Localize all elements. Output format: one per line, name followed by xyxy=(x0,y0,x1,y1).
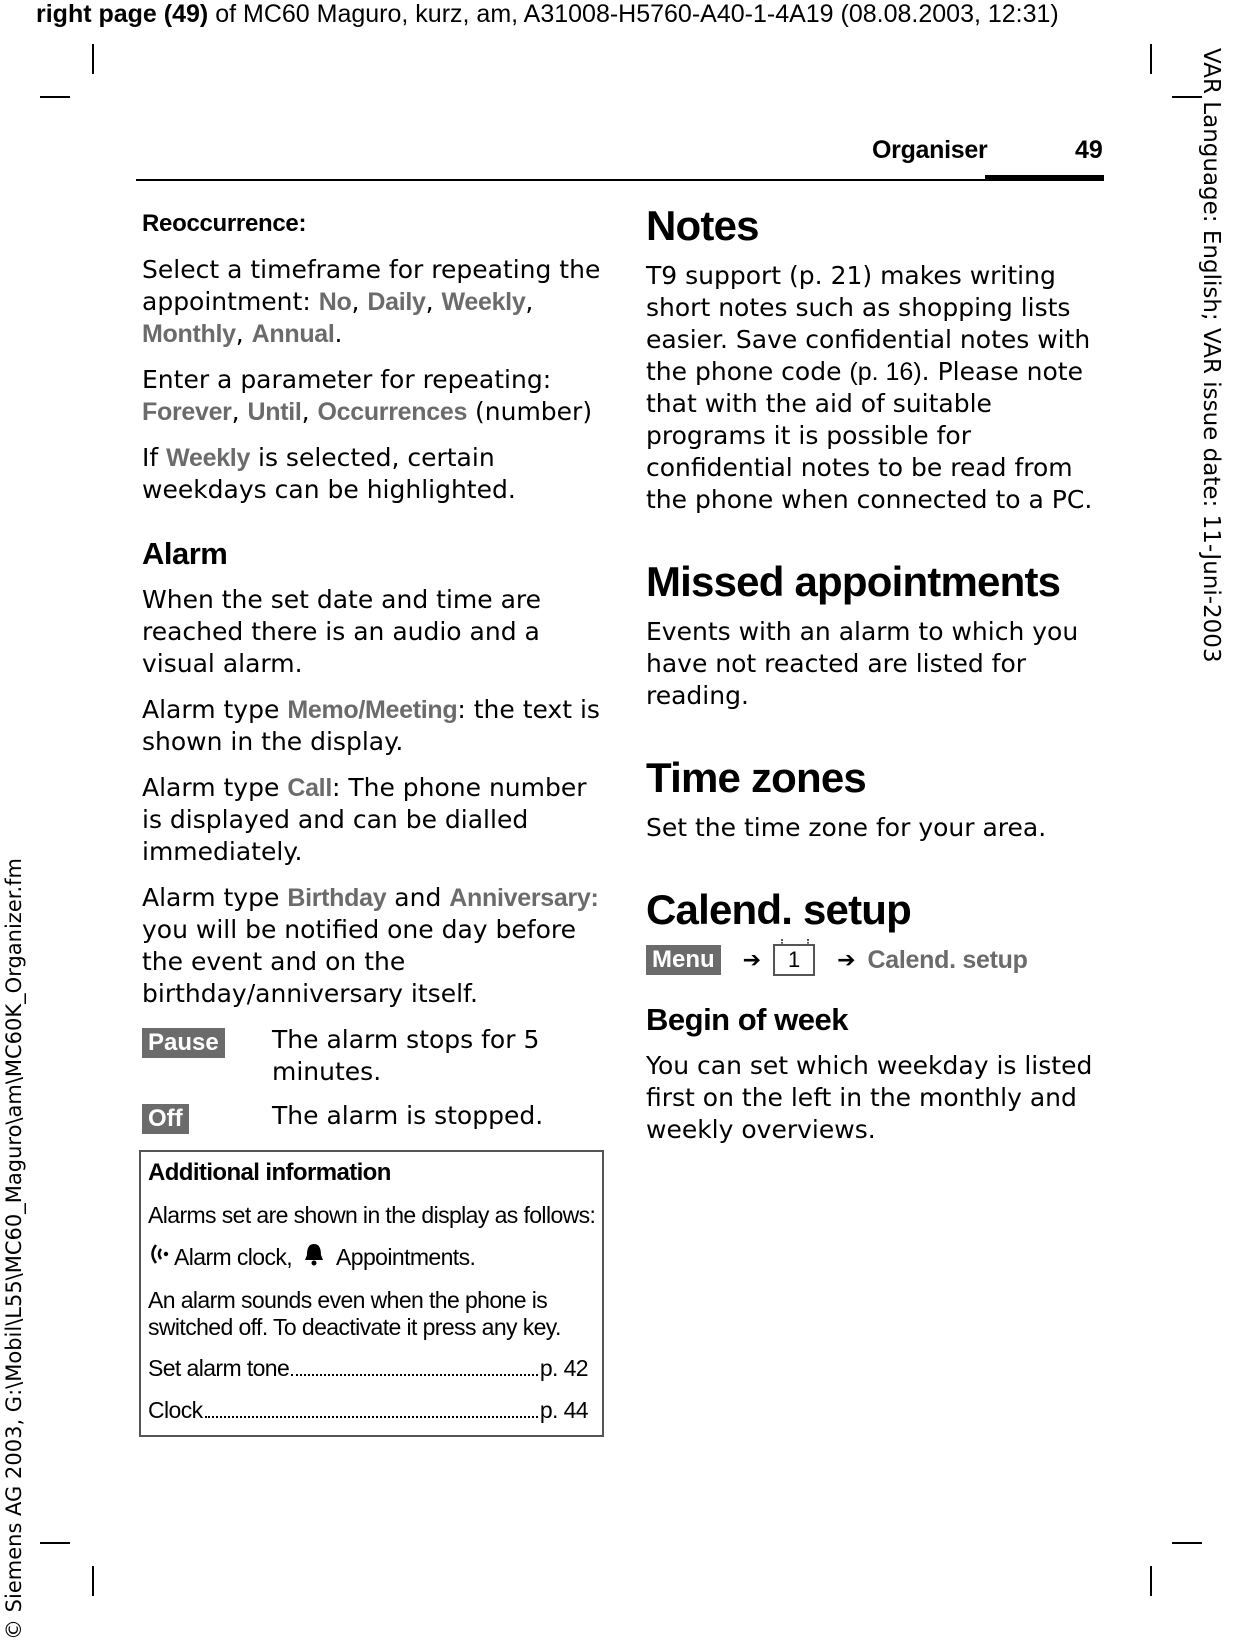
print-info-bold: right page (49) xyxy=(36,0,209,28)
option-daily: Daily xyxy=(367,288,426,316)
alarm-clock-icon xyxy=(148,1241,174,1273)
option-annual: Annual xyxy=(251,320,335,348)
time-zones-heading: Time zones xyxy=(646,754,866,801)
time-zones-paragraph: Set the time zone for your area. xyxy=(646,813,1047,842)
off-softkey: Off xyxy=(142,1104,189,1134)
page-number: 49 xyxy=(1075,136,1103,164)
pause-description: The alarm stops for 5 minutes. xyxy=(272,1025,540,1086)
print-info-text: of MC60 Maguro, kurz, am, A31008-H5760-A40-1-4A19 (08.08.2003, 12:31) xyxy=(215,0,1059,28)
alarm-memo-paragraph: Alarm type Memo/Meeting: the text is shown in the display. xyxy=(142,695,600,756)
calend-setup-heading: Calend. setup xyxy=(646,886,911,933)
additional-info-box xyxy=(139,1150,604,1437)
menu-path xyxy=(646,944,1096,976)
notes-paragraph: T9 support (p. 21) makes writing short notes such as shopping lists easier. Save confidential notes with the phone code (p. 16). Please note that with the aid of suitable programs it is possible for confidential notes to be read from the phone when connected to a PC. xyxy=(646,261,1093,514)
missed-appointments-heading: Missed appointments xyxy=(646,558,1061,605)
header-rule-accent xyxy=(985,175,1104,181)
header-rule xyxy=(136,179,1104,181)
weekly-paragraph: If Weekly is selected, certain weekdays can be highlighted. xyxy=(142,443,516,504)
parameter-paragraph: Enter a parameter for repeating: Forever, Until, Occurrences (number) xyxy=(142,365,593,426)
crop-mark xyxy=(1172,1542,1202,1544)
section-title: Organiser xyxy=(872,136,988,164)
crop-mark xyxy=(1150,44,1152,74)
crop-mark xyxy=(40,96,70,98)
alarm-intro: When the set date and time are reached there is an audio and a visual alarm. xyxy=(142,585,542,678)
alarm-call-paragraph: Alarm type Call: The phone number is displayed and can be dialled immediately. xyxy=(142,773,587,866)
left-column xyxy=(142,208,604,1437)
print-info-line xyxy=(36,0,1236,29)
option-weekly: Weekly xyxy=(441,288,526,316)
menu-softkey: Menu xyxy=(646,945,721,975)
crop-mark xyxy=(92,1566,94,1596)
notes-heading: Notes xyxy=(646,202,759,249)
option-monthly: Monthly xyxy=(142,320,236,348)
ref-set-alarm-tone: Set alarm tone p. 42 xyxy=(148,1355,588,1381)
reoccurrence-heading: Reoccurrence: xyxy=(142,210,307,237)
appointment-bell-icon xyxy=(302,1241,326,1273)
begin-of-week-paragraph: You can set which weekday is listed first on the left in the monthly and weekly overviews. xyxy=(646,1051,1093,1144)
calendar-key-icon: 1 xyxy=(773,944,815,976)
alarm-birthday-paragraph: Alarm type Birthday and Anniversary: you will be notified one day before the event and on the birthday/anniversary itself. xyxy=(142,883,599,1008)
var-language-note: VAR Language: English; VAR issue date: 11-Juni-2003 xyxy=(1198,48,1224,663)
info-paragraph-2: An alarm sounds even when the phone is switched off. To deactivate it press any key. xyxy=(148,1287,561,1340)
arrow-icon: ➔ xyxy=(837,947,856,973)
option-until: Until xyxy=(247,398,302,426)
crop-mark xyxy=(92,44,94,74)
pause-softkey: Pause xyxy=(142,1028,225,1058)
menu-path-target: Calend. setup xyxy=(867,945,1028,974)
key-row-off xyxy=(142,1100,604,1134)
crop-mark xyxy=(1150,1566,1152,1596)
ref-clock: Clock p. 44 xyxy=(148,1397,588,1423)
key-row-pause xyxy=(142,1024,604,1088)
right-column xyxy=(646,200,1096,1160)
off-description: The alarm is stopped. xyxy=(272,1101,544,1130)
begin-of-week-heading: Begin of week xyxy=(646,1002,848,1037)
info-title: Additional information xyxy=(148,1159,391,1186)
arrow-icon: ➔ xyxy=(742,947,762,973)
copyright-path: © Siemens AG 2003, G:\Mobil\L55\MC60_Maguro\am\MC60K_Organizer.fm xyxy=(2,858,26,1640)
info-icons-line: Alarm clock, Appointments. xyxy=(148,1241,602,1273)
option-forever: Forever xyxy=(142,398,232,426)
reoccurrence-paragraph: Select a timeframe for repeating the appointment: No, Daily, Weekly, Monthly, Annual. xyxy=(142,255,601,348)
missed-appointments-paragraph: Events with an alarm to which you have not reacted are listed for reading. xyxy=(646,617,1079,710)
alarm-heading: Alarm xyxy=(142,536,228,571)
option-occurrences: Occurrences xyxy=(317,398,468,426)
info-paragraph: Alarms set are shown in the display as follows: xyxy=(148,1202,596,1228)
crop-mark xyxy=(40,1542,70,1544)
option-no: No xyxy=(318,288,352,316)
